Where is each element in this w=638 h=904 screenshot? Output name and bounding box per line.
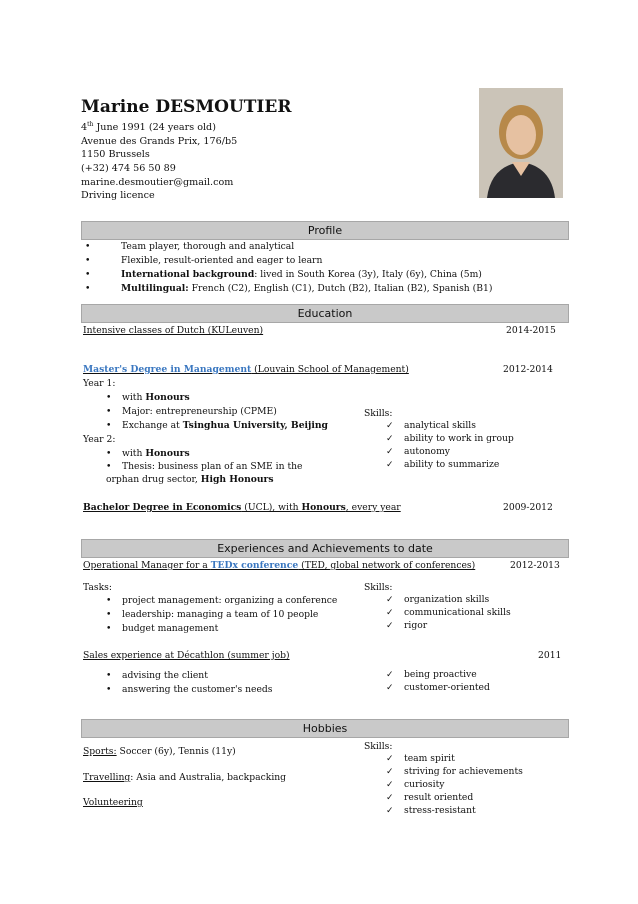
dutch-years: 2014-2015	[506, 325, 556, 336]
check-icon: ✓	[386, 792, 394, 803]
year1-item: with Honours	[122, 392, 190, 403]
profile-item: Multilingual: French (C2), English (C1), Dutch (B2), Italian (B2), Spanish (B1)	[121, 283, 493, 294]
section-profile-header: Profile	[81, 221, 569, 240]
skill-item: ability to summarize	[404, 459, 500, 470]
job-tedx: Operational Manager for a TEDx conference (TED, global network of conferences)	[83, 560, 476, 571]
hobbies-skills-label: Skills:	[364, 741, 393, 752]
skill-item: team spirit	[404, 753, 455, 764]
bullet-icon: •	[85, 255, 91, 266]
check-icon: ✓	[386, 620, 394, 631]
section-hobbies-header: Hobbies	[81, 719, 569, 738]
skill-item: curiosity	[404, 779, 445, 790]
section-experience-header: Experiences and Achievements to date	[81, 539, 569, 558]
skill-item: analytical skills	[404, 420, 476, 431]
address-line-2: 1150 Brussels	[81, 149, 150, 161]
contact-block	[81, 118, 237, 203]
bullet-icon: •	[106, 448, 112, 459]
dutch-classes: Intensive classes of Dutch (KULeuven)	[83, 325, 264, 336]
check-icon: ✓	[386, 433, 394, 444]
decathlon-years: 2011	[538, 650, 562, 661]
thesis-continuation: orphan drug sector, High Honours	[106, 474, 274, 485]
master-degree-link[interactable]: Master's Degree in Management	[83, 364, 252, 375]
job-decathlon: Sales experience at Décathlon (summer job)	[83, 650, 290, 661]
skill-item: stress-resistant	[404, 805, 476, 816]
skill-item: ability to work in group	[404, 433, 514, 444]
master-degree: Master's Degree in Management (Louvain School of Management)	[83, 364, 409, 375]
year2-item: with Honours	[122, 448, 190, 459]
check-icon: ✓	[386, 594, 394, 605]
bullet-icon: •	[106, 684, 112, 695]
task-item: leadership: managing a team of 10 people	[122, 609, 319, 620]
skill-item: autonomy	[404, 446, 450, 457]
driving-licence: Driving licence	[81, 190, 155, 202]
check-icon: ✓	[386, 669, 394, 680]
check-icon: ✓	[386, 607, 394, 618]
profile-photo	[479, 88, 563, 198]
check-icon: ✓	[386, 682, 394, 693]
hobby-travelling: Travelling: Asia and Australia, backpacking	[83, 772, 287, 783]
year1-item: Exchange at Tsinghua University, Beijing	[122, 420, 328, 431]
bachelor-degree: Bachelor Degree in Economics (UCL), with Honours, every year	[83, 502, 401, 513]
skill-item: rigor	[404, 620, 428, 631]
check-icon: ✓	[386, 779, 394, 790]
birth-date: 4th June 1991 (24 years old)	[81, 121, 216, 134]
person-name: Marine DESMOUTIER	[81, 97, 292, 117]
task-item: project management: organizing a conference	[122, 595, 338, 606]
year2-item: Thesis: business plan of an SME in the	[122, 461, 303, 472]
bullet-icon: •	[106, 420, 112, 431]
bullet-icon: •	[106, 406, 112, 417]
skill-item: result oriented	[404, 792, 474, 803]
address-line-1: Avenue des Grands Prix, 176/b5	[81, 135, 238, 147]
check-icon: ✓	[386, 459, 394, 470]
tasks-label: Tasks:	[83, 582, 112, 593]
section-education-header: Education	[81, 304, 569, 323]
email-address[interactable]: marine.desmoutier@gmail.com	[81, 176, 234, 188]
skill-item: customer-oriented	[404, 682, 490, 693]
tedx-link[interactable]: TEDx conference	[210, 560, 299, 571]
education-skills-label: Skills:	[364, 408, 393, 419]
check-icon: ✓	[386, 446, 394, 457]
profile-item: International background: lived in South Korea (3y), Italy (6y), China (5m)	[121, 269, 482, 280]
bullet-icon: •	[106, 609, 112, 620]
task-item: answering the customer's needs	[122, 684, 273, 695]
bachelor-years: 2009-2012	[503, 502, 553, 513]
skill-item: organization skills	[404, 594, 490, 605]
skill-item: communicational skills	[404, 607, 511, 618]
bullet-icon: •	[85, 269, 91, 280]
task-item: budget management	[122, 623, 219, 634]
task-item: advising the client	[122, 670, 208, 681]
skill-item: being proactive	[404, 669, 477, 680]
bullet-icon: •	[106, 623, 112, 634]
profile-item: Flexible, result-oriented and eager to learn	[121, 255, 323, 266]
profile-item: Team player, thorough and analytical	[121, 241, 295, 252]
tedx-years: 2012-2013	[510, 560, 560, 571]
bullet-icon: •	[106, 670, 112, 681]
year1-label: Year 1:	[83, 378, 116, 389]
bullet-icon: •	[85, 283, 91, 294]
check-icon: ✓	[386, 420, 394, 431]
bullet-icon: •	[106, 461, 112, 472]
experience-skills-label: Skills:	[364, 582, 393, 593]
hobby-volunteering: Volunteering	[83, 797, 143, 808]
check-icon: ✓	[386, 805, 394, 816]
skill-item: striving for achievements	[404, 766, 523, 777]
year1-item: Major: entrepreneurship (CPME)	[122, 406, 277, 417]
check-icon: ✓	[386, 766, 394, 777]
bullet-icon: •	[106, 392, 112, 403]
bullet-icon: •	[106, 595, 112, 606]
master-years: 2012-2014	[503, 364, 553, 375]
bullet-icon: •	[85, 241, 91, 252]
year2-label: Year 2:	[83, 434, 116, 445]
hobby-sports: Sports: Soccer (6y), Tennis (11y)	[83, 746, 236, 757]
check-icon: ✓	[386, 753, 394, 764]
phone-number: (+32) 474 56 50 89	[81, 162, 176, 174]
